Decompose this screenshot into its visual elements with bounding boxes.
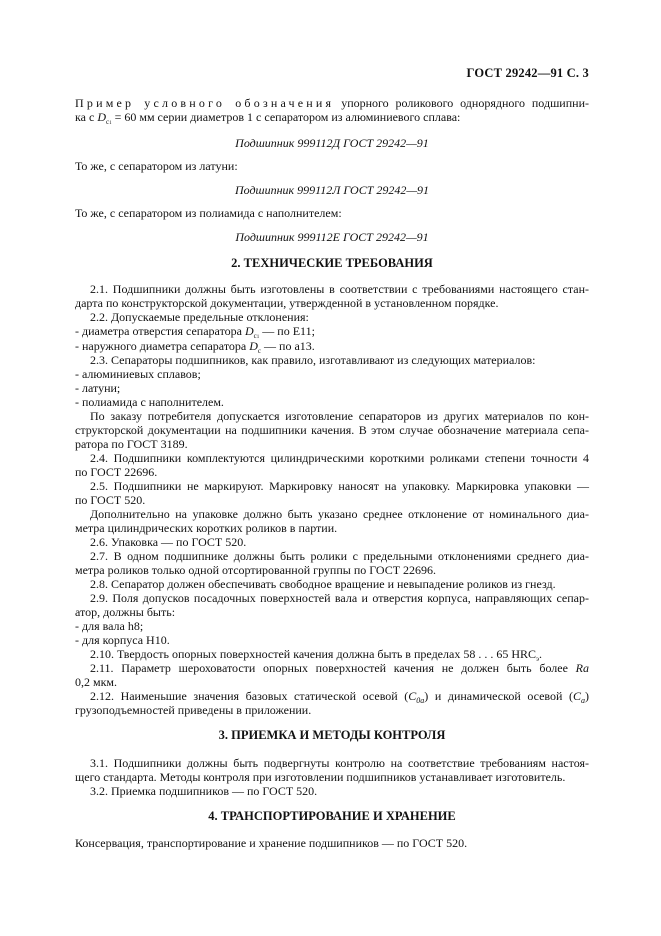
p2-2-b: - наружного диаметра сепаратора $D_c$ — по a13. [75,339,315,355]
p2-1-line-1: 2.1. Подшипники должны быть изготовлены в соответствии с требованиями настоящего стан- [90,282,589,296]
designation-brass: Подшипник 999112Л ГОСТ 29242—91 [234,183,430,197]
p2-12-line-1: 2.12. Наименьшие значения базовых статической осевой $(C_{0a})$ и динамической осевой $(C_a)$ [90,689,589,705]
p2-10: 2.10. Твердость опорных поверхностей качения должна быть в пределах 58 . . . 65 $HRC_э$. [90,647,543,663]
p2-5-line-1: 2.5. Подшипники не маркируют. Маркировку наносят на упаковку. Маркировка упаковки — [90,479,589,493]
p3-1-line-1: 3.1. Подшипники должны быть подвергнуты контролю на соответствие требованиям настоя- [90,756,589,770]
p2-7-line-2: метра роликов только одной отсортированной группы по ГОСТ 22696. [75,563,437,577]
p2-12-line-2: грузоподъемностей приведены в приложении. [75,703,312,717]
section-2-title: 2. ТЕХНИЧЕСКИЕ ТРЕБОВАНИЯ [231,256,433,270]
p2-5-line-4: метра цилиндрических коротких роликов в партии. [75,521,338,535]
same-polyamide-line: То же, с сепаратором из полиамида с наполнителем: [75,206,342,220]
example-line-2: ка с $D_{c1} = 60$ мм серии диаметров 1 с сепаратором из алюминиевого сплава: [75,110,461,126]
page-header: ГОСТ 29242—91 С. 3 [466,66,589,80]
example-intro-line [75,96,589,110]
p2-5-line-3: Дополнительно на упаковке должно быть указано среднее отклонение от номинального диа- [90,507,589,521]
p2-4-line-2: по ГОСТ 22696. [75,465,158,479]
p2-2: 2.2. Допускаемые предельные отклонения: [90,310,309,324]
designation-polyamide: Подшипник 999112Е ГОСТ 29242—91 [235,230,429,244]
example-intro-spaced: Пример условного обозначения [75,96,335,110]
p2-3-d1: По заказу потребителя допускается изготовление сепараторов из других материалов по кон- [90,409,589,423]
section-4-title: 4. ТРАНСПОРТИРОВАНИЕ И ХРАНЕНИЕ [208,809,456,823]
p2-3-d3: ратора по ГОСТ 3189. [75,437,188,451]
p2-3-d2: структорской документации на подшипники качения. В этом случае обозначение материала сепа- [75,423,589,437]
p2-6: 2.6. Упаковка — по ГОСТ 520. [90,535,247,549]
p2-3: 2.3. Сепараторы подшипников, как правило, изготавливают из следующих материалов: [90,353,536,367]
p2-3-b: - латуни; [75,381,121,395]
p2-7-line-1: 2.7. В одном подшипнике должны быть ролики с предельными отклонениями среднего диа- [90,549,589,563]
p2-9-line-2: атор, должны быть: [75,605,176,619]
p2-9-line-1: 2.9. Поля допусков посадочных поверхностей вала и отверстия корпуса, направляющих сепар- [90,591,589,605]
p2-3-a: - алюминиевых сплавов; [75,367,201,381]
p2-9-line-3: - для вала h8; [75,619,144,633]
p2-8: 2.8. Сепаратор должен обеспечивать свободное вращение и невыпадение роликов из гнезд. [90,577,556,591]
p2-9-line-4: - для корпуса H10. [75,633,170,647]
p2-11-line-2: 0,2 мкм. [75,675,118,689]
p2-4-line-1: 2.4. Подшипники комплектуются цилиндрическими короткими роликами степени точности 4 [90,451,589,465]
p2-2-a: - диаметра отверстия сепаратора $D_{c1}$ — по E11; [75,324,315,340]
same-brass-line: То же, с сепаратором из латуни: [75,159,238,173]
p2-3-c: - полиамида с наполнителем. [75,395,224,409]
section-3-title: 3. ПРИЕМКА И МЕТОДЫ КОНТРОЛЯ [218,728,446,742]
p2-5-line-2: по ГОСТ 520. [75,493,146,507]
p3-2: 3.2. Приемка подшипников — по ГОСТ 520. [90,784,318,798]
p4: Консервация, транспортирование и хранение подшипников — по ГОСТ 520. [75,836,468,850]
designation-aluminium: Подшипник 999112Д ГОСТ 29242—91 [235,136,429,150]
p3-1-line-2: щего стандарта. Методы контроля при изготовлении подшипников устанавливает изготовитель. [75,770,566,784]
example-intro-rest: упорного роликового однорядного подшипни- [341,96,589,110]
p2-1-line-2: дарта по конструкторской документации, утвержденной в установленном порядке. [75,296,499,310]
p2-11-line-1: 2.11. Параметр шероховатости опорных поверхностей качения не должен быть более Ra [90,661,590,675]
